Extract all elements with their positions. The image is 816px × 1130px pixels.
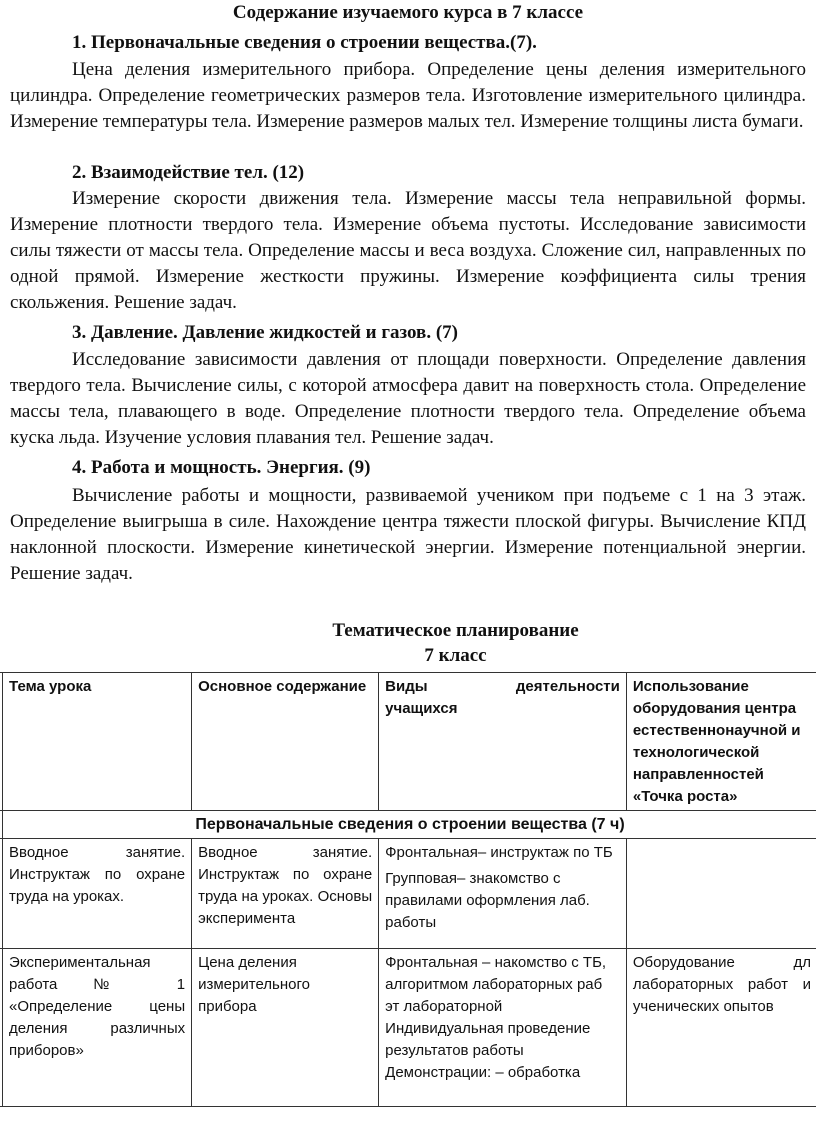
section-row-title: Первоначальные сведения о строении вещества (7 ч): [3, 811, 816, 839]
row-1-activity-line-1: Фронтальная– инструктаж по ТБ: [385, 844, 613, 861]
header-content: Основное содержание: [192, 673, 379, 811]
header-activity-left: Виды: [385, 678, 428, 695]
row-2-topic: Экспериментальная работа № 1 «Определение цены деления различных приборов»: [3, 949, 192, 1107]
row-2-content: Цена деления измерительного прибора: [192, 949, 379, 1107]
section-1-text: Цена деления измерительного прибора. Определение цены деления измерительного цилиндра. Определение геометрических размеров тела. Изготовление измерительного цилиндра. Измерение температуры тела. Измерение размеров малых тел. Измерение толщины листа бумаги.: [10, 59, 806, 132]
course-title: Содержание изучаемого курса в 7 классе: [232, 2, 584, 23]
row-2-activity-line-3: Демонстрации: – обработка: [385, 1064, 581, 1081]
row-1-topic: Вводное занятие. Инструктаж по охране труда на уроках.: [3, 839, 192, 949]
row-1-activity-line-2: Групповая– знакомство с правилами оформления лаб. работы: [385, 870, 590, 931]
row-2-activity-line-2: Индивидуальная проведение результатов работы: [385, 1020, 591, 1059]
section-2-text: Измерение скорости движения тела. Измерение массы тела неправильной формы. Измерение плотности твердого тела. Измерение объема пустоты. Исследование зависимости силы тяжести от массы тела. Определение массы и веса воздуха. Сложение сил, направленных по одной прямой. Измерение жесткости пружины. Измерение коэффициента силы трения скольжения. Решение задач.: [10, 188, 806, 313]
header-activity: [379, 673, 627, 811]
table-row: [0, 949, 816, 1107]
planning-grade: 7 класс: [424, 645, 487, 666]
header-activity-line2: учащихся: [385, 700, 458, 717]
section-4-title: 4. Работа и мощность. Энергия. (9): [72, 457, 371, 478]
table-row: [0, 839, 816, 949]
planning-title: Тематическое планирование: [332, 620, 579, 641]
row-2-activity: [379, 949, 627, 1107]
row-2-equipment: Оборудование дл лабораторных работ и ученических опытов: [626, 949, 816, 1107]
row-1-activity: [379, 839, 627, 949]
header-topic: Тема урока: [3, 673, 192, 811]
header-activity-right: деятельности: [515, 678, 620, 695]
table-section-row: [0, 811, 816, 839]
section-2-title: 2. Взаимодействие тел. (12): [72, 162, 305, 183]
header-equipment: Использование оборудования центра естественнонаучной и технологической направленностей «Точка роста»: [626, 673, 816, 811]
planning-table: [0, 672, 816, 1107]
section-3-text: Исследование зависимости давления от площади поверхности. Определение давления твердого тела. Вычисление силы, с которой атмосфера давит на поверхность стола. Определение массы тела, плавающего в воде. Определение плотности твердого тела. Определение объема куска льда. Изучение условия плавания тел. Решение задач.: [10, 349, 806, 448]
section-4-text: Вычисление работы и мощности, развиваемой учеником при подъеме с 1 на 3 этаж. Определение выигрыша в силе. Нахождение центра тяжести плоской фигуры. Вычисление КПД наклонной плоскости. Измерение кинетической энергии. Измерение потенциальной энергии. Решение задач.: [10, 485, 806, 584]
row-1-equipment: [626, 839, 816, 949]
section-1-title: 1. Первоначальные сведения о строении вещества.(7).: [72, 32, 537, 53]
table-header-row: [0, 673, 816, 811]
row-2-activity-line-1: Фронтальная – накомство с ТБ, алгоритмом лабораторных раб эт лабораторной: [385, 954, 607, 1015]
section-3-title: 3. Давление. Давление жидкостей и газов. (7): [72, 322, 458, 343]
row-1-content: Вводное занятие. Инструктаж по охране труда на уроках. Основы эксперимента: [192, 839, 379, 949]
